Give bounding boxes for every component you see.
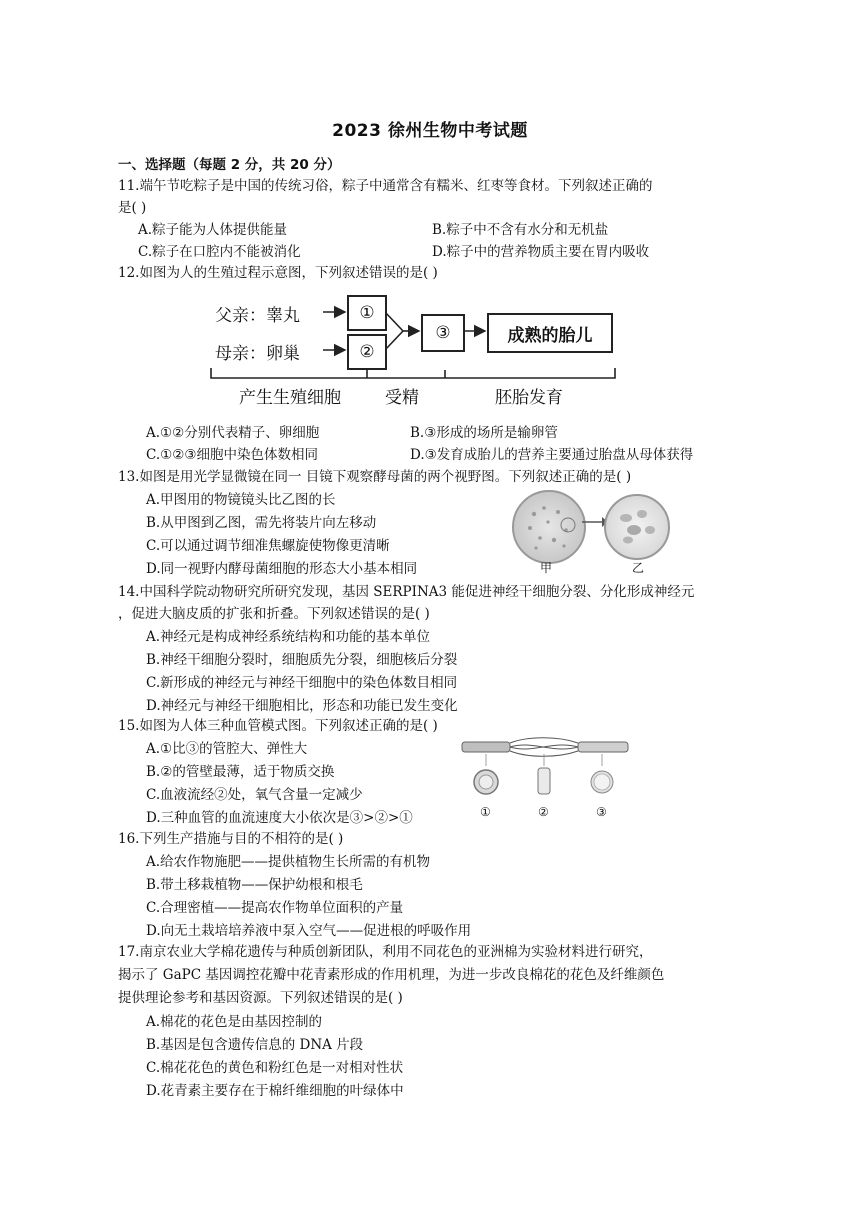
q13-option-d: D.同一视野内酵母菌细胞的形态大小基本相同	[146, 561, 418, 577]
q17-stem-line3: 提供理论参考和基因资源。下列叙述错误的是( )	[118, 990, 403, 1006]
q17-option-d: D.花青素主要存在于棉纤维细胞的叶绿体中	[146, 1083, 404, 1099]
q13-option-a: A.甲图用的物镜镜头比乙图的长	[146, 492, 336, 508]
q17-stem-line2: 揭示了 GaPC 基因调控花瓣中花青素形成的作用机理，为进一步改良棉花的花色及纤维颜色	[118, 967, 665, 983]
mother-label: 母亲：卵巢	[215, 344, 300, 364]
yeast-cells-small	[514, 492, 584, 562]
q14-option-d: D.神经元与神经干细胞相比，形态和功能已发生变化	[146, 698, 458, 714]
q13-option-c: C.可以通过调节细准焦螺旋使物像更清晰	[146, 538, 390, 554]
father-label: 父亲：睾丸	[215, 306, 300, 326]
blood-vessel-diagram	[458, 736, 633, 806]
microscope-view-figure	[508, 488, 678, 578]
box-3: ③	[421, 314, 465, 352]
q14-option-c: C.新形成的神经元与神经干细胞中的染色体数目相同	[146, 675, 458, 691]
section-heading: 一、选择题（每题 2 分，共 20 分）	[118, 157, 341, 173]
yeast-cells-large	[606, 496, 668, 558]
q11-stem-line2: 是( )	[118, 200, 147, 216]
q11-stem-line1: 11.端午节吃粽子是中国的传统习俗，粽子中通常含有糯米、红枣等食材。下列叙述正确的	[118, 178, 653, 194]
q15-option-d: D.三种血管的血流速度大小依次是③>②>①	[146, 810, 413, 826]
q13-option-b: B.从甲图到乙图，需先将装片向左移动	[146, 515, 377, 531]
q16-stem: 16.下列生产措施与目的不相符的是( )	[118, 831, 344, 847]
q14-stem-line2: ，促进大脑皮质的扩张和折叠。下列叙述错误的是( )	[118, 606, 430, 622]
vessel-label-3: ③	[596, 805, 607, 819]
q16-option-b: B.带土移栽植物——保护幼根和根毛	[146, 877, 363, 893]
q12-option-d: D.③发育成胎儿的营养主要通过胎盘从母体获得	[410, 447, 694, 463]
q17-option-a: A.棉花的花色是由基因控制的	[146, 1014, 323, 1030]
q12-option-b: B.③形成的场所是输卵管	[410, 425, 558, 441]
q11-option-c: C.粽子在口腔内不能被消化	[138, 244, 301, 260]
q15-option-c: C.血液流经②处，氧气含量一定减少	[146, 787, 363, 803]
view-yi-image	[604, 494, 670, 560]
label-jia: 甲	[540, 561, 553, 575]
q17-stem-line1: 17.南京农业大学棉花遗传与种质创新团队，利用不同花色的亚洲棉为实验材料进行研究，	[118, 944, 653, 960]
q11-option-a: A.粽子能为人体提供能量	[138, 222, 288, 238]
q16-option-a: A.给农作物施肥——提供植物生长所需的有机物	[146, 854, 431, 870]
reproduction-diagram	[205, 290, 625, 410]
stage-embryo-label: 胚胎发育	[495, 388, 563, 408]
label-yi: 乙	[632, 561, 645, 575]
page-title: 2023 徐州生物中考试题	[332, 121, 528, 141]
vessel-label-1: ①	[480, 805, 491, 819]
q17-option-b: B.基因是包含遗传信息的 DNA 片段	[146, 1037, 364, 1053]
q14-option-b: B.神经干细胞分裂时，细胞质先分裂，细胞核后分裂	[146, 652, 458, 668]
stage-gamete-label: 产生生殖细胞	[239, 388, 341, 408]
vessel-label-2: ②	[538, 805, 549, 819]
box-2: ②	[347, 334, 387, 370]
q16-option-d: D.向无土栽培培养液中泵入空气——促进根的呼吸作用	[146, 923, 472, 939]
q16-option-c: C.合理密植——提高农作物单位面积的产量	[146, 900, 404, 916]
q12-stem: 12.如图为人的生殖过程示意图，下列叙述错误的是( )	[118, 265, 438, 281]
box-1: ①	[347, 295, 387, 331]
q12-option-a: A.①②分别代表精子、卵细胞	[146, 425, 320, 441]
q14-option-a: A.神经元是构成神经系统结构和功能的基本单位	[146, 629, 431, 645]
mature-fetus-box: 成熟的胎儿	[487, 313, 613, 353]
q11-option-b: B.粽子中不含有水分和无机盐	[432, 222, 609, 238]
q15-stem: 15.如图为人体三种血管模式图。下列叙述正确的是( )	[118, 718, 438, 734]
q17-option-c: C.棉花花色的黄色和粉红色是一对相对性状	[146, 1060, 404, 1076]
q13-stem: 13.如图是用光学显微镜在同一 目镜下观察酵母菌的两个视野图。下列叙述正确的是( )	[118, 469, 632, 485]
q14-stem-line1: 14.中国科学院动物研究所研究发现，基因 SERPINA3 能促进神经干细胞分裂、分化形成神经元	[118, 584, 695, 600]
q11-option-d: D.粽子中的营养物质主要在胃内吸收	[432, 244, 650, 260]
q15-option-b: B.②的管壁最薄，适于物质交换	[146, 764, 335, 780]
stage-fertilization-label: 受精	[385, 388, 419, 408]
q15-option-a: A.①比③的管腔大、弹性大	[146, 741, 308, 757]
blood-vessel-figure	[458, 736, 633, 822]
view-jia-image	[512, 490, 586, 564]
q12-option-c: C.①②③细胞中染色体数相同	[146, 447, 318, 463]
